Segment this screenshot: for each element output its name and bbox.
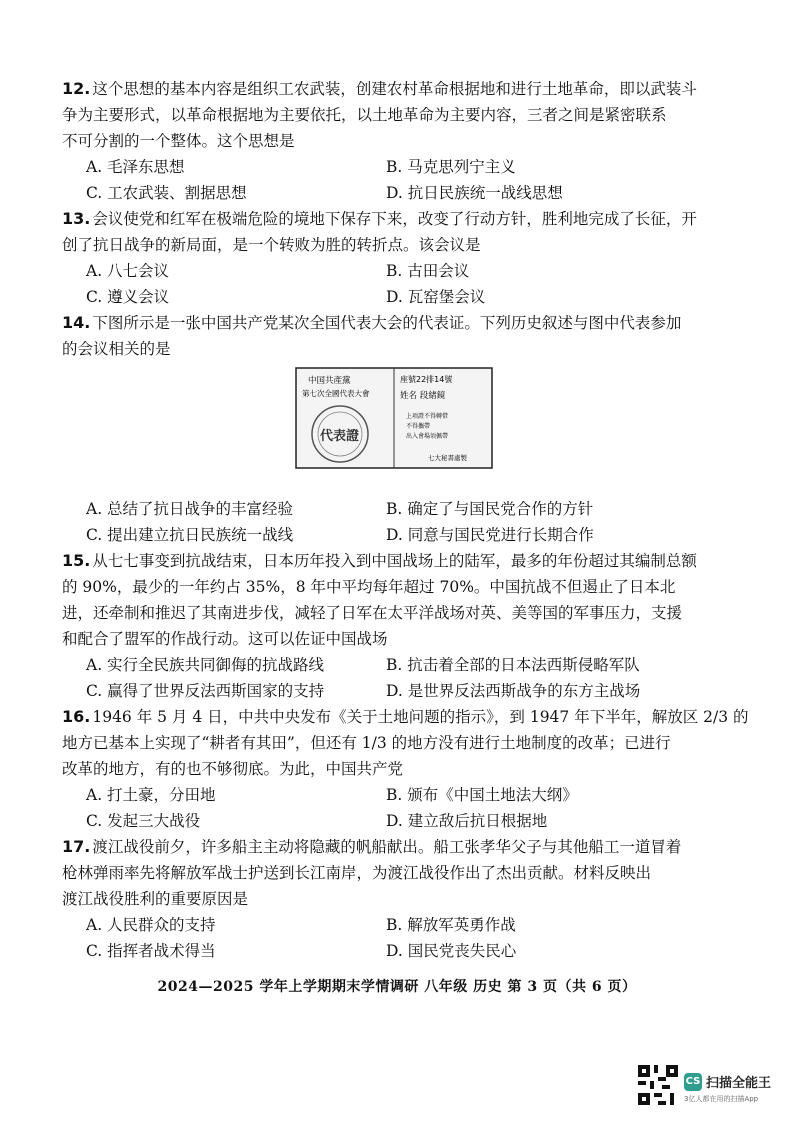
- question-stem: 地方已基本上实现了“耕者有其田”，但还有 1/3 的地方没有进行土地制度的改革；已进行: [62, 734, 671, 752]
- card-left-line1: 中国共產黨: [308, 376, 351, 386]
- question-number: 12.: [62, 79, 91, 98]
- card-name: 姓名 段緒鏡: [400, 391, 446, 401]
- card-notice-2: 不得攜帶: [406, 423, 431, 430]
- question-stem: 16. 1946 年 5 月 4 日，中共中央发布《关于土地问题的指示》，到 1947 年下半年，解放区 2/3 的: [62, 707, 749, 726]
- options: [62, 154, 742, 206]
- card-seat-number: 座號22排14號: [400, 375, 453, 384]
- option-a: A. 总结了抗日战争的丰富经验: [86, 500, 294, 518]
- question-stem: 渡江战役胜利的重要原因是: [62, 890, 249, 908]
- question-number: 17.: [62, 837, 91, 856]
- card-notice-1: 上項證不得轉借: [406, 413, 449, 420]
- question-stem: 17. 渡江战役前夕，许多船主主动将隐藏的帆船献出。船工张孝华父子与其他船工一道冒着: [62, 837, 682, 856]
- card-left-line2: 第七次全國代表大會: [302, 389, 370, 398]
- question-number: 14.: [62, 313, 91, 332]
- question-stem: 的会议相关的是: [62, 340, 171, 358]
- option-b: B. 颁布《中国土地法大纲》: [386, 786, 578, 804]
- option-d: D. 同意与国民党进行长期合作: [386, 526, 594, 544]
- question-stem: 15. 从七七事变到抗战结束，日本历年投入到中国战场上的陆军，最多的年份超过其编制总额: [62, 551, 697, 570]
- question-stem: 的 90%，最少的一年约占 35%，8 年中平均每年超过 70%。中国抗战不但遏止了日本北: [62, 578, 676, 596]
- card-notice-3: 出入會場須佩帶: [406, 433, 449, 440]
- camscanner-logo-icon: CS: [684, 1073, 702, 1091]
- delegate-card-figure: [294, 366, 494, 470]
- card-stamp-text: 代表證: [320, 429, 360, 444]
- option-b: B. 确定了与国民党合作的方针: [386, 500, 594, 518]
- question-stem: 13. 会议使党和红军在极端危险的境地下保存下来，改变了行动方针，胜利地完成了长征，开: [62, 209, 697, 228]
- option-d: D. 国民党丧失民心: [386, 942, 517, 960]
- question-14: [62, 310, 742, 362]
- options: [62, 782, 742, 834]
- question-stem: 改革的地方，有的也不够彻底。为此，中国共产党: [62, 760, 404, 778]
- option-c: C. 提出建立抗日民族统一战线: [86, 526, 294, 544]
- question-stem: 12. 这个思想的基本内容是组织工农武装，创建农村革命根据地和进行土地革命，即以武装斗: [62, 79, 697, 98]
- option-d: D. 是世界反法西斯战争的东方主战场: [386, 682, 641, 700]
- options: [62, 912, 742, 964]
- page-footer: 2024—2025 学年上学期期末学情调研 八年级 历史 第 3 页（共 6 页）: [157, 979, 637, 995]
- question-number: 16.: [62, 707, 91, 726]
- question-stem: 创了抗日战争的新局面，是一个转败为胜的转折点。该会议是: [62, 236, 481, 254]
- option-b: B. 古田会议: [386, 262, 470, 280]
- question-stem: 不可分割的一个整体。这个思想是: [62, 132, 295, 150]
- option-a: A. 打土豪，分田地: [86, 786, 216, 804]
- question-15: [62, 548, 742, 704]
- question-stem: 14. 下图所示是一张中国共产党某次全国代表大会的代表证。下列历史叙述与图中代表参加: [62, 313, 682, 332]
- question-number: 15.: [62, 551, 91, 570]
- option-a: A. 实行全民族共同御侮的抗战路线: [86, 656, 325, 674]
- question-13: [62, 206, 742, 310]
- option-c: C. 指挥者战术得当: [86, 942, 216, 960]
- question-17: [62, 834, 742, 964]
- option-d: D. 建立敌后抗日根据地: [386, 812, 548, 830]
- question-stem: 进，还牵制和推迟了其南进步伐，减轻了日军在太平洋战场对英、美等国的军事压力，支援: [62, 604, 683, 622]
- watermark-name: 扫描全能王: [706, 1076, 772, 1091]
- option-d: D. 抗日民族统一战线思想: [386, 184, 563, 202]
- card-issuer: 七大秘書處製: [428, 454, 467, 462]
- option-c: C. 工农武装、割据思想: [86, 184, 247, 202]
- scanner-watermark: [684, 1072, 771, 1091]
- question-14-options: [62, 496, 742, 548]
- option-b: B. 马克思列宁主义: [386, 158, 516, 176]
- option-a: A. 八七会议: [86, 262, 170, 280]
- option-c: C. 遵义会议: [86, 288, 170, 306]
- question-stem: 和配合了盟军的作战行动。这可以佐证中国战场: [62, 630, 388, 648]
- watermark-tagline: 3亿人都在用的扫描App: [684, 1095, 759, 1103]
- option-a: A. 毛泽东思想: [86, 158, 185, 176]
- option-a: A. 人民群众的支持: [86, 916, 216, 934]
- question-16: [62, 704, 749, 834]
- option-d: D. 瓦窑堡会议: [386, 288, 486, 306]
- qr-code-icon: [638, 1065, 678, 1105]
- question-12: [62, 76, 742, 206]
- option-c: C. 赢得了世界反法西斯国家的支持: [86, 682, 325, 700]
- question-stem: 争为主要形式，以革命根据地为主要依托，以土地革命为主要内容，三者之间是紧密联系: [62, 106, 667, 124]
- question-stem: 枪林弹雨率先将解放军战士护送到长江南岸，为渡江战役作出了杰出贡献。材料反映出: [62, 864, 652, 882]
- options: [62, 258, 742, 310]
- option-b: B. 解放军英勇作战: [386, 916, 516, 934]
- options: [62, 652, 742, 704]
- option-b: B. 抗击着全部的日本法西斯侵略军队: [386, 656, 640, 674]
- question-number: 13.: [62, 209, 91, 228]
- options: [62, 496, 742, 548]
- option-c: C. 发起三大战役: [86, 812, 201, 830]
